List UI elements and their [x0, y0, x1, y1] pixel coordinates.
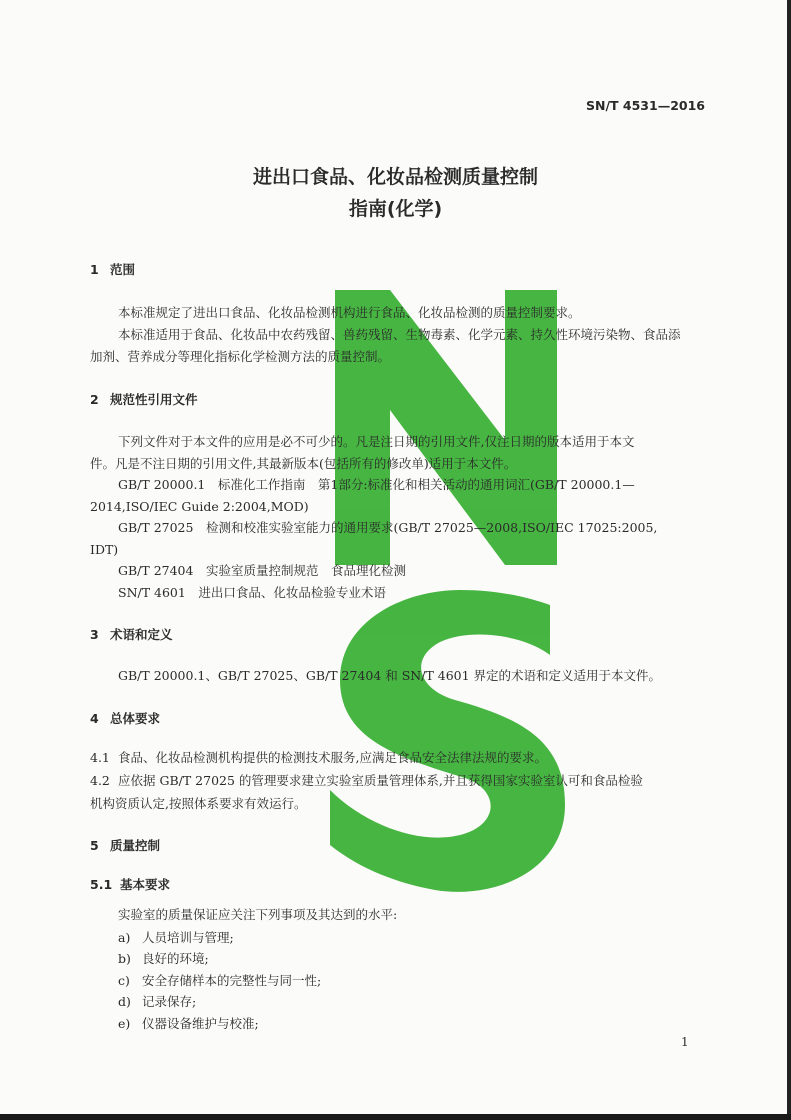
list-label: b) — [118, 951, 131, 966]
subsection-number: 5.1 — [90, 877, 113, 892]
clause-4-2 — [90, 773, 643, 789]
reference-item: GB/T 20000.1 标准化工作指南 第1部分:标准化和相关活动的通用词汇(GB/T 20000.1— — [118, 477, 635, 492]
paragraph: 件。凡是不注日期的引用文件,其最新版本(包括所有的修改单)适用于本文件。 — [90, 456, 517, 471]
list-item — [118, 994, 196, 1010]
list-text: 良好的环境; — [142, 951, 209, 966]
clause-4-1 — [90, 750, 547, 766]
section-4-heading — [90, 711, 160, 727]
list-item — [118, 951, 209, 967]
paragraph: 加剂、营养成分等理化指标化学检测方法的质量控制。 — [90, 349, 391, 364]
list-text: 记录保存; — [142, 994, 197, 1009]
section-5-heading — [90, 838, 160, 854]
section-title: 范围 — [110, 262, 136, 277]
section-number: 5 — [90, 838, 99, 853]
list-label: d) — [118, 994, 131, 1009]
subsection-5-1-heading — [90, 877, 170, 893]
paragraph: 本标准适用于食品、化妆品中农药残留、兽药残留、生物毒素、化学元素、持久性环境污染物、食品添 — [118, 327, 681, 342]
reference-item: GB/T 27025 检测和校准实验室能力的通用要求(GB/T 27025—2008,ISO/IEC 17025:2005, — [118, 520, 658, 535]
reference-item: SN/T 4601 进出口食品、化妆品检验专业术语 — [118, 585, 386, 600]
document-title-line1: 进出口食品、化妆品检测质量控制 — [252, 166, 538, 188]
standard-code: SN/T 4531—2016 — [586, 98, 705, 113]
section-2-heading — [90, 392, 198, 408]
section-1-heading — [90, 262, 135, 278]
section-number: 1 — [90, 262, 99, 277]
list-text: 安全存储样本的完整性与同一性; — [142, 973, 322, 988]
list-item — [118, 1016, 259, 1032]
subsection-title: 基本要求 — [120, 877, 171, 892]
document-title-line2: 指南(化学) — [348, 198, 443, 220]
paragraph: 下列文件对于本文件的应用是必不可少的。凡是注日期的引用文件,仅注日期的版本适用于本文 — [118, 434, 635, 449]
section-number: 2 — [90, 392, 99, 407]
reference-item: 2014,ISO/IEC Guide 2:2004,MOD) — [90, 499, 309, 514]
clause-text: 应依据 GB/T 27025 的管理要求建立实验室质量管理体系,并且获得国家实验室认可和食品检验 — [118, 773, 643, 788]
section-3-heading — [90, 627, 173, 643]
section-title: 术语和定义 — [110, 627, 173, 642]
clause-number: 4.1 — [90, 750, 110, 765]
list-text: 人员培训与管理; — [142, 930, 234, 945]
list-label: e) — [118, 1016, 131, 1031]
section-title: 质量控制 — [110, 838, 161, 853]
page-number: 1 — [681, 1035, 689, 1049]
scan-edge-bottom — [0, 1114, 791, 1120]
clause-text-continued: 机构资质认定,按照体系要求有效运行。 — [90, 796, 307, 811]
clause-text: 食品、化妆品检测机构提供的检测技术服务,应满足食品安全法律法规的要求。 — [118, 750, 547, 765]
reference-item: IDT) — [90, 542, 119, 557]
list-text: 仪器设备维护与校准; — [142, 1016, 259, 1031]
section-number: 3 — [90, 627, 99, 642]
paragraph: GB/T 20000.1、GB/T 27025、GB/T 27404 和 SN/T 4601 界定的术语和定义适用于本文件。 — [118, 668, 662, 683]
list-item — [118, 973, 321, 989]
list-label: a) — [118, 930, 131, 945]
list-label: c) — [118, 973, 130, 988]
paragraph: 实验室的质量保证应关注下列事项及其达到的水平: — [118, 907, 398, 922]
list-item — [118, 930, 234, 946]
reference-item: GB/T 27404 实验室质量控制规范 食品理化检测 — [118, 563, 406, 578]
clause-number: 4.2 — [90, 773, 110, 788]
section-title: 规范性引用文件 — [110, 392, 198, 407]
section-number: 4 — [90, 711, 99, 726]
section-title: 总体要求 — [110, 711, 161, 726]
paragraph: 本标准规定了进出口食品、化妆品检测机构进行食品、化妆品检测的质量控制要求。 — [118, 305, 581, 320]
